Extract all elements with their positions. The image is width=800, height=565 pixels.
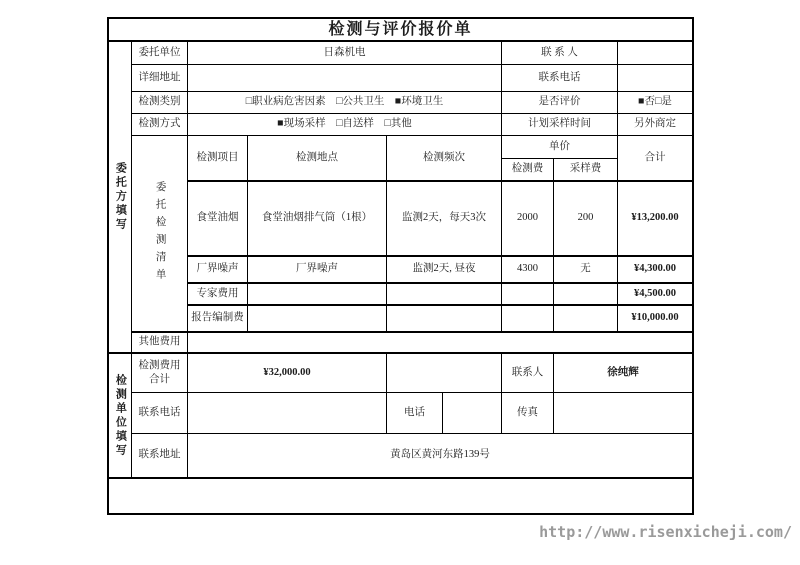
client-section-strip: 委托方填写 <box>109 42 132 354</box>
fee-total-spacer <box>387 354 502 393</box>
test-method-label: 检测方式 <box>132 114 188 136</box>
header-item: 检测项目 <box>188 136 248 182</box>
test-category-label: 检测类别 <box>132 92 188 114</box>
row-location: 厂界噪声 <box>248 257 387 284</box>
row-sampling-fee <box>554 306 618 333</box>
row-test-fee: 4300 <box>502 257 554 284</box>
row-frequency <box>387 284 502 306</box>
client-contact-value <box>618 42 692 65</box>
website-watermark: http://www.risenxicheji.com/ <box>539 523 792 541</box>
other-fee-label: 其他费用 <box>132 333 188 354</box>
row-test-fee <box>502 306 554 333</box>
header-sampling-fee: 采样费 <box>554 159 618 182</box>
row-sampling-fee: 无 <box>554 257 618 284</box>
agency-fax-value <box>554 393 692 434</box>
row-frequency: 监测2天, 昼夜 <box>387 257 502 284</box>
evaluate-label: 是否评价 <box>502 92 618 114</box>
row-sampling-fee: 200 <box>554 182 618 257</box>
header-frequency: 检测频次 <box>387 136 502 182</box>
agency-phone-row-value <box>188 393 387 434</box>
header-unit-price: 单价 <box>502 136 618 159</box>
client-phone-value <box>618 65 692 92</box>
other-fee-value <box>188 333 692 354</box>
header-test-fee: 检测费 <box>502 159 554 182</box>
row-frequency: 监测2天，每天3次 <box>387 182 502 257</box>
client-address-value <box>188 65 502 92</box>
agency-tel-value <box>443 393 502 434</box>
form-title: 检测与评价报价单 <box>109 19 692 42</box>
row-location <box>248 306 387 333</box>
row-total: ¥4,500.00 <box>618 284 692 306</box>
fee-total-value: ¥32,000.00 <box>188 354 387 393</box>
client-contact-label: 联 系 人 <box>502 42 618 65</box>
empty-footer-row <box>109 479 692 513</box>
row-item: 食堂油烟 <box>188 182 248 257</box>
agency-fax-label: 传真 <box>502 393 554 434</box>
fee-total-label: 检测费用合计 <box>132 354 188 393</box>
evaluate-value: ■否□是 <box>618 92 692 114</box>
agency-contact-value: 徐纯辉 <box>554 354 692 393</box>
client-address-label: 详细地址 <box>132 65 188 92</box>
row-total: ¥4,300.00 <box>618 257 692 284</box>
row-frequency <box>387 306 502 333</box>
row-total: ¥13,200.00 <box>618 182 692 257</box>
sample-time-value: 另外商定 <box>618 114 692 136</box>
header-location: 检测地点 <box>248 136 387 182</box>
client-unit-value: 日森机电 <box>188 42 502 65</box>
client-unit-label: 委托单位 <box>132 42 188 65</box>
agency-address-value: 黄岛区黄河东路139号 <box>188 434 692 479</box>
row-item: 报告编制费 <box>188 306 248 333</box>
row-test-fee: 2000 <box>502 182 554 257</box>
agency-contact-label: 联系人 <box>502 354 554 393</box>
row-test-fee <box>502 284 554 306</box>
client-phone-label: 联系电话 <box>502 65 618 92</box>
row-item: 厂界噪声 <box>188 257 248 284</box>
row-sampling-fee <box>554 284 618 306</box>
test-category-options: □职业病危害因素 □公共卫生 ■环境卫生 <box>188 92 502 114</box>
agency-address-label: 联系地址 <box>132 434 188 479</box>
row-location: 食堂油烟排气筒（1根） <box>248 182 387 257</box>
agency-phone-row-label: 联系电话 <box>132 393 188 434</box>
row-location <box>248 284 387 306</box>
quotation-form <box>107 17 694 515</box>
sample-time-label: 计划采样时间 <box>502 114 618 136</box>
row-total: ¥10,000.00 <box>618 306 692 333</box>
agency-section-strip: 检测单位填写 <box>109 354 132 479</box>
test-method-options: ■现场采样 □自送样 □其他 <box>188 114 502 136</box>
agency-tel-label: 电话 <box>387 393 443 434</box>
test-list-strip: 委托检测清单 <box>132 136 188 333</box>
row-item: 专家费用 <box>188 284 248 306</box>
header-total: 合计 <box>618 136 692 182</box>
